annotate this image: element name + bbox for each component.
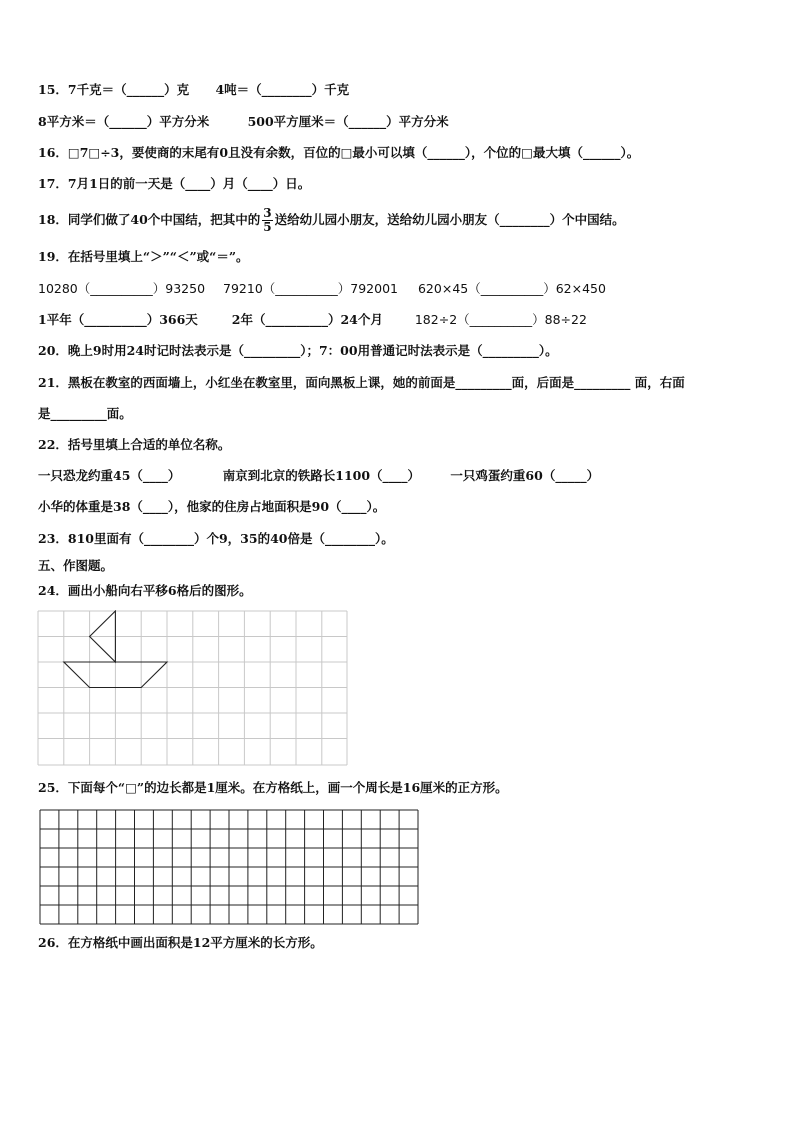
q15-part-d: 500平方厘米＝（______）平方分米	[247, 114, 449, 129]
q19-title-text: 19．在括号里填上“＞”“＜”或“＝”。	[38, 249, 249, 264]
q19-row-2	[38, 310, 587, 330]
q20-text: 20．晚上9时用24时记时法表示是（_________）；7：00用普通记时法表示是（_________）。	[38, 343, 558, 358]
section-five-heading	[38, 556, 113, 576]
q16-text: 16．□7□÷3，要使商的末尾有0且没有余数，百位的□最小可以填（______），个位的□最大填（______）。	[38, 145, 640, 160]
q18-line	[38, 202, 625, 238]
q24-grid	[37, 610, 349, 768]
q22-title-text: 22．括号里填上合适的单位名称。	[38, 437, 231, 452]
q21-line-1	[38, 373, 685, 393]
q19-compare-4: 1平年（__________）366天	[38, 312, 198, 327]
q19-compare-1: 10280（__________）93250	[38, 281, 206, 296]
q15-line-2	[38, 112, 449, 132]
q21-text-2: 是_________面。	[38, 406, 132, 421]
q15-line	[38, 80, 349, 100]
q21-text-1: 21．黑板在教室的西面墙上，小红坐在教室里，面向黑板上课，她的前面是_________面，后面是_________ 面，右面	[38, 375, 685, 390]
q19-compare-2: 79210（__________）792001	[223, 281, 398, 296]
q22-row-2	[38, 497, 385, 517]
fraction-numerator: 3	[263, 206, 272, 220]
q19-compare-5: 2年（__________）24个月	[231, 312, 383, 327]
q19-row-1	[38, 279, 606, 299]
q23-line	[38, 529, 394, 549]
q23-text: 23．810里面有（________）个9，35的40倍是（________）。	[38, 531, 394, 546]
q24-grid-lines	[38, 611, 347, 765]
q18-fraction	[262, 207, 272, 234]
q25-text: 25．下面每个“□”的边长都是1厘米。在方格纸上，画一个周长是16厘米的正方形。	[38, 780, 508, 795]
q26-text: 26．在方格纸中画出面积是12平方厘米的长方形。	[38, 935, 323, 950]
q19-compare-3: 620×45（__________）62×450	[417, 281, 606, 296]
q22-title	[38, 435, 230, 455]
section-five-text: 五、作图题。	[38, 558, 114, 573]
q17-text: 17．7月1日的前一天是（____）月（____）日。	[38, 176, 311, 191]
q18-text-post: 送给幼儿园小朋友，送给幼儿园小朋友（________）个中国结。	[274, 212, 625, 227]
q22-item-c: 一只鸡蛋约重60（_____）	[450, 468, 600, 483]
q16-line	[38, 143, 639, 163]
q22-row-1	[38, 466, 599, 486]
q15-part-b: 4吨＝（________）千克	[215, 82, 350, 97]
q19-compare-6: 182÷2（__________）88÷22	[414, 312, 587, 327]
q22-item-a: 一只恐龙约重45（____）	[38, 468, 181, 483]
q25-grid-lines	[40, 810, 418, 924]
q19-title	[38, 247, 249, 267]
q20-line	[38, 341, 558, 361]
q25-grid	[39, 809, 422, 927]
q24-text: 24．画出小船向右平移6格后的图形。	[38, 583, 252, 598]
q22-item-d: 小华的体重是38（____），他家的住房占地面积是90（____）。	[38, 499, 386, 514]
q25-line	[38, 778, 508, 798]
q17-line	[38, 174, 310, 194]
q15-part-c: 8平方米＝（______）平方分米	[38, 114, 210, 129]
fraction-denominator: 5	[263, 220, 272, 234]
q15-part-a: 15．7千克＝（______）克	[38, 82, 190, 97]
q18-text-pre: 18．同学们做了40个中国结，把其中的	[38, 212, 261, 227]
q26-line	[38, 933, 323, 953]
q21-line-2	[38, 404, 132, 424]
q22-item-b: 南京到北京的铁路长1100（____）	[222, 468, 421, 483]
q24-line	[38, 581, 252, 601]
